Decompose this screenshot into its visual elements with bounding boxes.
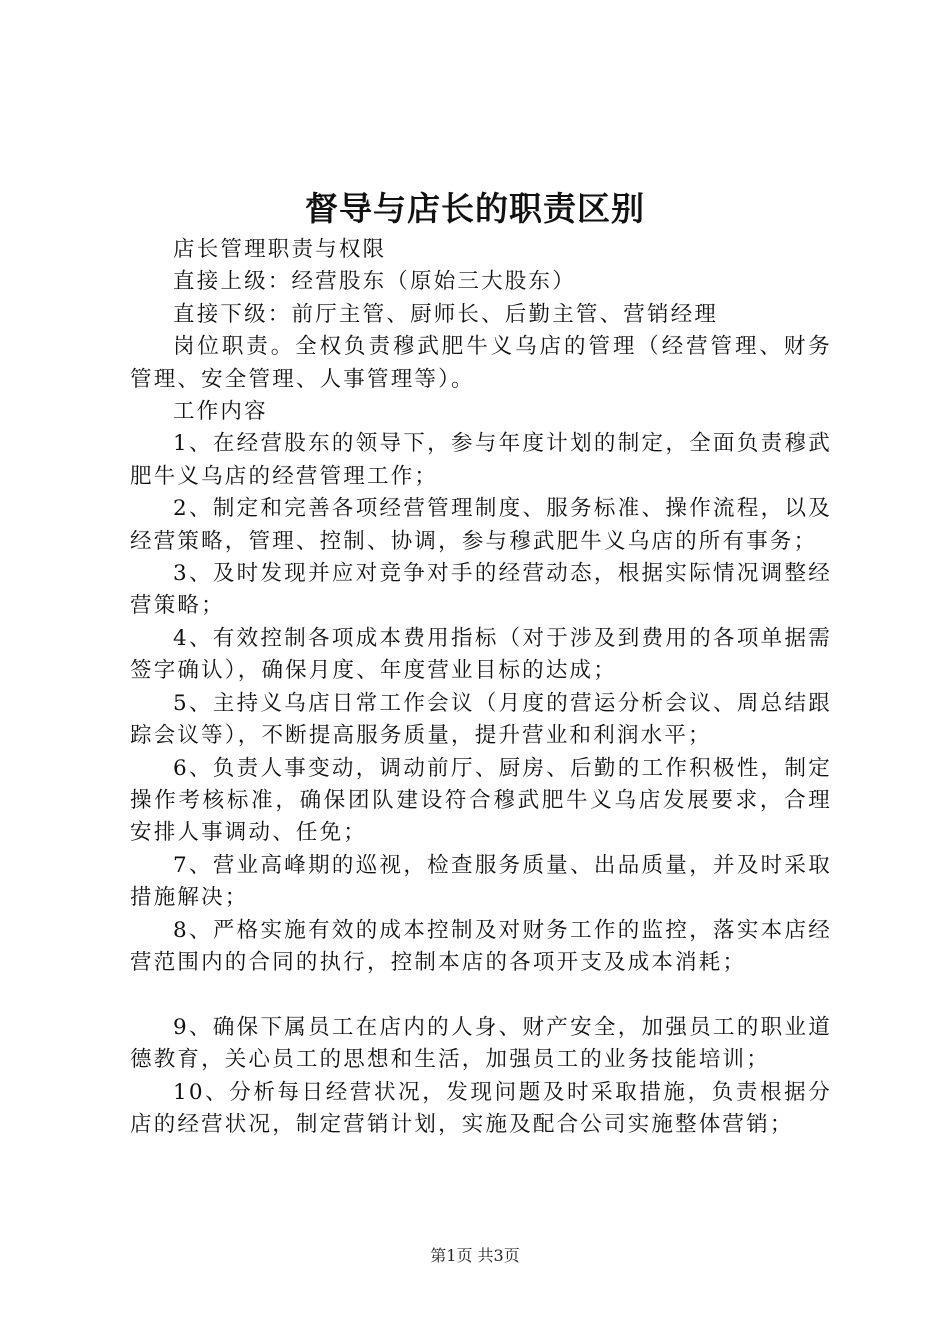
document-title: 督导与店长的职责区别 (305, 189, 645, 228)
paragraph-direct-subordinates: 直接下级：前厅主管、厨师长、后勤主管、营销经理 (173, 301, 719, 327)
paragraph-item-4: 4、有效控制各项成本费用指标（对于涉及到费用的各项单据需签字确认），确保月度、年度营业目标的达成； (130, 625, 832, 684)
paragraph-item-2: 2、制定和完善各项经营管理制度、服务标准、操作流程，以及经营策略，管理、控制、协调，参与穆武肥牛义乌店的所有事务； (130, 496, 832, 554)
paragraph-job-duty: 岗位职责。全权负责穆武肥牛义乌店的管理（经营管理、财务管理、安全管理、人事管理等）。 (130, 334, 832, 392)
paragraph-item-10: 10、分析每日经营状况，发现问题及时采取措施，负责根据分店的经营状况，制定营销计划，实施及配合公司实施整体营销； (130, 1079, 832, 1137)
page-footer: 第1页 共3页 (430, 1246, 520, 1265)
paragraph-work-content-heading: 工作内容 (173, 399, 268, 425)
paragraph-item-8: 8、严格实施有效的成本控制及对财务工作的监控，落实本店经营范围内的合同的执行，控制本店的各项开支及成本消耗； (130, 917, 832, 975)
paragraph-direct-superior: 直接上级：经营股东（原始三大股东） (173, 269, 576, 295)
paragraph-item-5: 5、主持义乌店日常工作会议（月度的营运分析会议、周总结跟踪会议等），不断提高服务质量，提升营业和利润水平； (130, 690, 832, 749)
paragraph-blank-line (130, 979, 832, 1011)
paragraph-item-7: 7、营业高峰期的巡视，检查服务质量、出品质量，并及时采取措施解决； (130, 852, 832, 911)
paragraph-item-3: 3、及时发现并应对竞争对手的经营动态，根据实际情况调整经营策略； (130, 561, 832, 619)
paragraph-item-1: 1、在经营股东的领导下，参与年度计划的制定，全面负责穆武肥牛义乌店的经营管理工作； (130, 431, 832, 489)
document-body (130, 234, 832, 1141)
paragraph-item-9: 9、确保下属员工在店内的人身、财产安全，加强员工的职业道德教育，关心员工的思想和生活，加强员工的业务技能培训； (130, 1014, 832, 1073)
paragraph-section-heading: 店长管理职责与权限 (173, 237, 387, 262)
paragraph-item-6: 6、负责人事变动，调动前厅、厨房、后勤的工作积极性，制定操作考核标准，确保团队建设符合穆武肥牛义乌店发展要求，合理安排人事调动、任免； (130, 755, 832, 846)
